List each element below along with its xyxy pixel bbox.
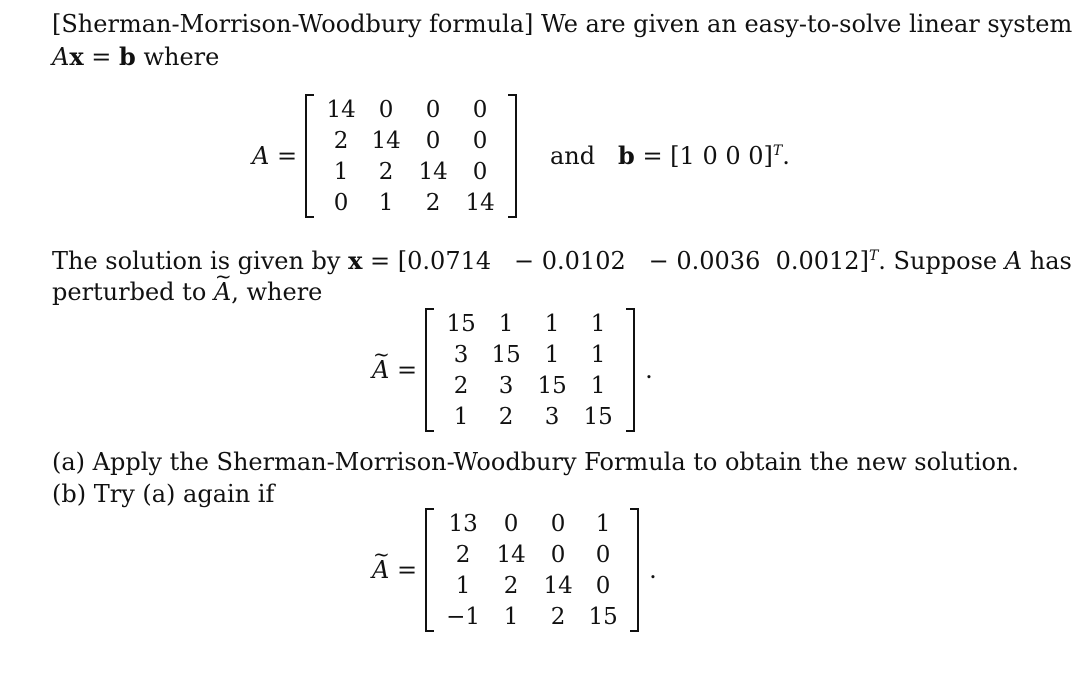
var-A-2: A — [1004, 247, 1023, 275]
matrix-A-tilde-2-equation — [372, 508, 657, 632]
matrix-row — [439, 508, 625, 539]
matrix-cell: 2 — [453, 372, 469, 399]
solution-post: . Suppose — [878, 247, 1005, 275]
matrix-cell: 0 — [503, 510, 519, 537]
part-a — [52, 448, 1019, 476]
matrix-cell: 1 — [378, 189, 394, 216]
matrix-cell: 1 — [453, 403, 469, 430]
perturbed-text: perturbed to — [52, 278, 214, 306]
trail-period-1: . — [645, 356, 653, 384]
matrix-row — [319, 187, 503, 218]
matrix-row — [319, 156, 503, 187]
intro-text: [Sherman-Morrison-Woodbury formula] We are given an easy-to-solve linear system — [52, 10, 1072, 38]
matrix-cell: 0 — [472, 96, 488, 123]
and-text: and — [550, 142, 596, 170]
var-b-rhs: b — [618, 141, 635, 170]
matrix-cell: 2 — [455, 541, 471, 568]
var-A: A — [52, 43, 70, 71]
matrix-A-tilde-1-table — [439, 308, 621, 432]
matrix-A-label: A = — [252, 142, 298, 170]
matrix-cell: 13 — [448, 510, 478, 537]
matrix-row — [439, 339, 621, 370]
matrix-cell: 14 — [465, 189, 495, 216]
matrix-row — [439, 370, 621, 401]
matrix-cell: 1 — [544, 341, 560, 368]
solution-value: = [0.0714 − 0.0102 − 0.0036 0.0012] — [362, 247, 869, 275]
matrix-row — [439, 401, 621, 432]
intro-line-1 — [52, 10, 1072, 38]
matrix-cell: 1 — [590, 372, 606, 399]
matrix-row — [439, 308, 621, 339]
b-value: = [1 0 0 0] — [634, 142, 773, 170]
matrix-cell: 15 — [588, 603, 618, 630]
matrix-cell: 0 — [472, 158, 488, 185]
matrix-A-tilde-2 — [425, 508, 639, 632]
rhs-vector — [550, 141, 790, 170]
var-x: x — [69, 42, 84, 71]
equals: = — [83, 43, 120, 71]
matrix-cell: 14 — [371, 127, 401, 154]
equals-2: = — [396, 556, 418, 584]
matrix-cell: 2 — [425, 189, 441, 216]
A-tilde-symbol-2: ~ A — [372, 556, 389, 584]
matrix-A-tilde-1-equation — [372, 308, 653, 432]
matrix-cell: 1 — [455, 572, 471, 599]
matrix-cell: 1 — [503, 603, 519, 630]
part-b — [52, 480, 274, 508]
matrix-A-tilde-1 — [425, 308, 635, 432]
has-text: has — [1022, 247, 1072, 275]
matrix-row — [439, 601, 625, 632]
matrix-cell: 3 — [453, 341, 469, 368]
matrix-cell: 2 — [378, 158, 394, 185]
var-x-sol: x — [348, 246, 363, 275]
matrix-cell: 14 — [496, 541, 526, 568]
matrix-row — [319, 125, 503, 156]
matrix-cell: 14 — [543, 572, 573, 599]
matrix-cell: 0 — [595, 572, 611, 599]
matrix-cell: 1 — [498, 310, 514, 337]
trail-period-2: . — [649, 556, 657, 584]
where-text-2: , where — [231, 278, 323, 306]
matrix-cell: −1 — [446, 603, 481, 630]
matrix-cell: 0 — [425, 96, 441, 123]
matrix-cell: 3 — [544, 403, 560, 430]
intro-line-2 — [52, 42, 219, 71]
matrix-cell: 2 — [333, 127, 349, 154]
matrix-cell: 15 — [583, 403, 613, 430]
matrix-cell: 0 — [550, 510, 566, 537]
A-tilde-symbol-1: ~ A — [372, 356, 389, 384]
where-text: where — [135, 43, 220, 71]
matrix-cell: 1 — [590, 310, 606, 337]
matrix-cell: 0 — [595, 541, 611, 568]
matrix-cell: 15 — [446, 310, 476, 337]
equals-1: = — [396, 356, 418, 384]
matrix-cell: 0 — [550, 541, 566, 568]
matrix-A — [305, 94, 517, 218]
matrix-cell: 1 — [544, 310, 560, 337]
transpose-sup-2: T — [868, 248, 879, 264]
matrix-cell: 0 — [472, 127, 488, 154]
matrix-A-table — [319, 94, 503, 218]
matrix-cell: 14 — [326, 96, 356, 123]
matrix-A-equation — [252, 94, 517, 218]
part-b-text: (b) Try (a) again if — [52, 480, 275, 508]
solution-pre: The solution is given by — [52, 247, 349, 275]
matrix-row — [439, 570, 625, 601]
matrix-cell: 15 — [537, 372, 567, 399]
matrix-cell: 14 — [418, 158, 448, 185]
period: . — [782, 142, 790, 170]
matrix-cell: 0 — [425, 127, 441, 154]
matrix-cell: 15 — [491, 341, 521, 368]
matrix-cell: 0 — [333, 189, 349, 216]
solution-line-2 — [52, 278, 322, 306]
matrix-cell: 2 — [503, 572, 519, 599]
var-A-tilde: ~ A — [214, 278, 231, 306]
var-b: b — [119, 42, 136, 71]
matrix-row — [319, 94, 503, 125]
matrix-cell: 1 — [595, 510, 611, 537]
transpose-sup: T — [772, 143, 783, 159]
matrix-cell: 1 — [333, 158, 349, 185]
matrix-cell: 1 — [590, 341, 606, 368]
matrix-cell: 0 — [378, 96, 394, 123]
part-a-text: (a) Apply the Sherman-Morrison-Woodbury Formula to obtain the new solution. — [52, 448, 1020, 476]
matrix-A-tilde-2-table — [439, 508, 625, 632]
solution-line-1 — [52, 246, 1072, 275]
matrix-cell: 2 — [550, 603, 566, 630]
matrix-cell: 2 — [498, 403, 514, 430]
matrix-row — [439, 539, 625, 570]
matrix-cell: 3 — [498, 372, 514, 399]
